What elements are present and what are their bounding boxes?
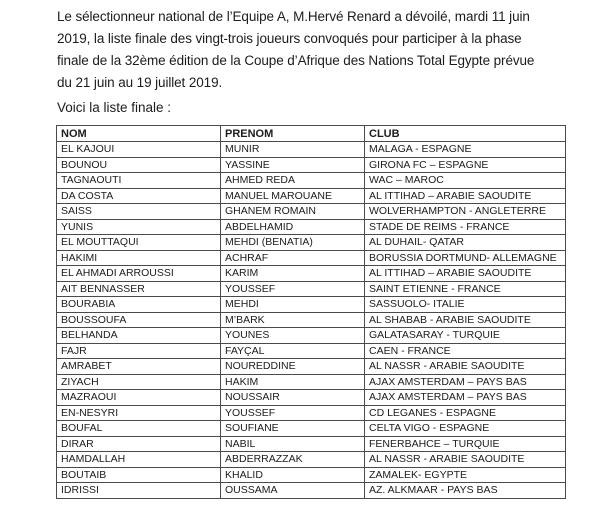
table-cell: AL NASSR - ARABIE SAOUDITE — [365, 359, 566, 375]
table-cell: DA COSTA — [57, 188, 221, 204]
table-cell: OUSSAMA — [221, 483, 365, 499]
table-cell: HAKIMI — [57, 250, 221, 266]
table-cell: ZAMALEK- EGYPTE — [365, 467, 566, 483]
table-row — [57, 405, 566, 421]
table-cell: EN-NESYRI — [57, 405, 221, 421]
table-cell: CD LEGANES - ESPAGNE — [365, 405, 566, 421]
table-cell: YOUNES — [221, 328, 365, 344]
table-row — [57, 390, 566, 406]
table-cell: AHMED REDA — [221, 173, 365, 189]
table-row — [57, 297, 566, 313]
table-cell: YASSINE — [221, 157, 365, 173]
table-cell: MAZRAOUI — [57, 390, 221, 406]
table-cell: NOUREDDINE — [221, 359, 365, 375]
table-row — [57, 142, 566, 158]
table-cell: SOUFIANE — [221, 421, 365, 437]
table-row — [57, 281, 566, 297]
table-row — [57, 328, 566, 344]
table-cell: KHALID — [221, 467, 365, 483]
table-cell: EL AHMADI ARROUSSI — [57, 266, 221, 282]
table-cell: AL ITTIHAD – ARABIE SAOUDITE — [365, 266, 566, 282]
column-header-prenom: PRENOM — [221, 126, 365, 142]
table-cell: NOUSSAIR — [221, 390, 365, 406]
table-cell: BOUTAIB — [57, 467, 221, 483]
table-row — [57, 266, 566, 282]
table-row — [57, 204, 566, 220]
table-row — [57, 374, 566, 390]
table-cell: BOUFAL — [57, 421, 221, 437]
table-cell: WAC – MAROC — [365, 173, 566, 189]
table-cell: YUNIS — [57, 219, 221, 235]
table-row — [57, 250, 566, 266]
table-cell: CELTA VIGO - ESPAGNE — [365, 421, 566, 437]
table-cell: GIRONA FC – ESPAGNE — [365, 157, 566, 173]
table-cell: STADE DE REIMS - FRANCE — [365, 219, 566, 235]
table-cell: ZIYACH — [57, 374, 221, 390]
table-cell: HAMDALLAH — [57, 452, 221, 468]
table-row — [57, 436, 566, 452]
table-cell: AMRABET — [57, 359, 221, 375]
table-row — [57, 157, 566, 173]
table-cell: EL MOUTTAQUI — [57, 235, 221, 251]
table-cell: GHANEM ROMAIN — [221, 204, 365, 220]
table-cell: AZ. ALKMAAR - PAYS BAS — [365, 483, 566, 499]
table-cell: ABDERRAZZAK — [221, 452, 365, 468]
table-cell: YOUSSEF — [221, 281, 365, 297]
table-row — [57, 467, 566, 483]
table-row — [57, 343, 566, 359]
table-row — [57, 452, 566, 468]
intro-line: du 21 juin au 19 juillet 2019. — [57, 75, 223, 90]
table-cell: IDRISSI — [57, 483, 221, 499]
table-cell: FAJR — [57, 343, 221, 359]
table-cell: AL ITTIHAD – ARABIE SAOUDITE — [365, 188, 566, 204]
intro-line: 2019, la liste finale des vingt-trois joueurs convoqués pour participer à la phase — [57, 31, 522, 46]
table-cell: MALAGA - ESPAGNE — [365, 142, 566, 158]
table-cell: AL SHABAB - ARABIE SAOUDITE — [365, 312, 566, 328]
table-header-row — [57, 126, 566, 142]
intro-line: finale de la 32ème édition de la Coupe d’Afrique des Nations Total Egypte prévue — [57, 53, 535, 68]
table-cell: FENERBAHCE – TURQUIE — [365, 436, 566, 452]
table-row — [57, 235, 566, 251]
table-cell: MANUEL MAROUANE — [221, 188, 365, 204]
table-cell: BOURABIA — [57, 297, 221, 313]
table-cell: SAINT ETIENNE - FRANCE — [365, 281, 566, 297]
table-cell: EL KAJOUI — [57, 142, 221, 158]
table-cell: BOUNOU — [57, 157, 221, 173]
table-cell: TAGNAOUTI — [57, 173, 221, 189]
table-cell: AL NASSR - ARABIE SAOUDITE — [365, 452, 566, 468]
table-row — [57, 483, 566, 499]
lead-in-text: Voici la liste finale : — [57, 100, 172, 115]
table-cell: AL DUHAIL- QATAR — [365, 235, 566, 251]
table-cell: ACHRAF — [221, 250, 365, 266]
table-cell: HAKIM — [221, 374, 365, 390]
table-cell: AJAX AMSTERDAM – PAYS BAS — [365, 374, 566, 390]
table-cell: BELHANDA — [57, 328, 221, 344]
table-cell: MEHDI (BENATIA) — [221, 235, 365, 251]
table-cell: SAISS — [57, 204, 221, 220]
players-table-body — [57, 142, 566, 499]
table-cell: MEHDI — [221, 297, 365, 313]
table-cell: AIT BENNASSER — [57, 281, 221, 297]
players-table — [56, 125, 566, 499]
column-header-nom: NOM — [57, 126, 221, 142]
table-cell: SASSUOLO- ITALIE — [365, 297, 566, 313]
table-cell: M’BARK — [221, 312, 365, 328]
intro-line: Le sélectionneur national de l’Equipe A, M.Hervé Renard a dévoilé, mardi 11 juin — [57, 9, 530, 24]
table-row — [57, 359, 566, 375]
table-cell: ABDELHAMID — [221, 219, 365, 235]
table-cell: GALATASARAY - TURQUIE — [365, 328, 566, 344]
table-cell: BORUSSIA DORTMUND- ALLEMAGNE — [365, 250, 566, 266]
table-row — [57, 188, 566, 204]
table-cell: AJAX AMSTERDAM – PAYS BAS — [365, 390, 566, 406]
table-cell: MUNIR — [221, 142, 365, 158]
table-cell: FAYÇAL — [221, 343, 365, 359]
table-cell: CAEN - FRANCE — [365, 343, 566, 359]
table-row — [57, 421, 566, 437]
table-cell: YOUSSEF — [221, 405, 365, 421]
table-cell: BOUSSOUFA — [57, 312, 221, 328]
table-row — [57, 312, 566, 328]
table-cell: KARIM — [221, 266, 365, 282]
column-header-club: CLUB — [365, 126, 566, 142]
table-row — [57, 173, 566, 189]
table-cell: WOLVERHAMPTON - ANGLETERRE — [365, 204, 566, 220]
table-cell: NABIL — [221, 436, 365, 452]
intro-paragraph — [57, 6, 534, 94]
table-cell: DIRAR — [57, 436, 221, 452]
table-row — [57, 219, 566, 235]
